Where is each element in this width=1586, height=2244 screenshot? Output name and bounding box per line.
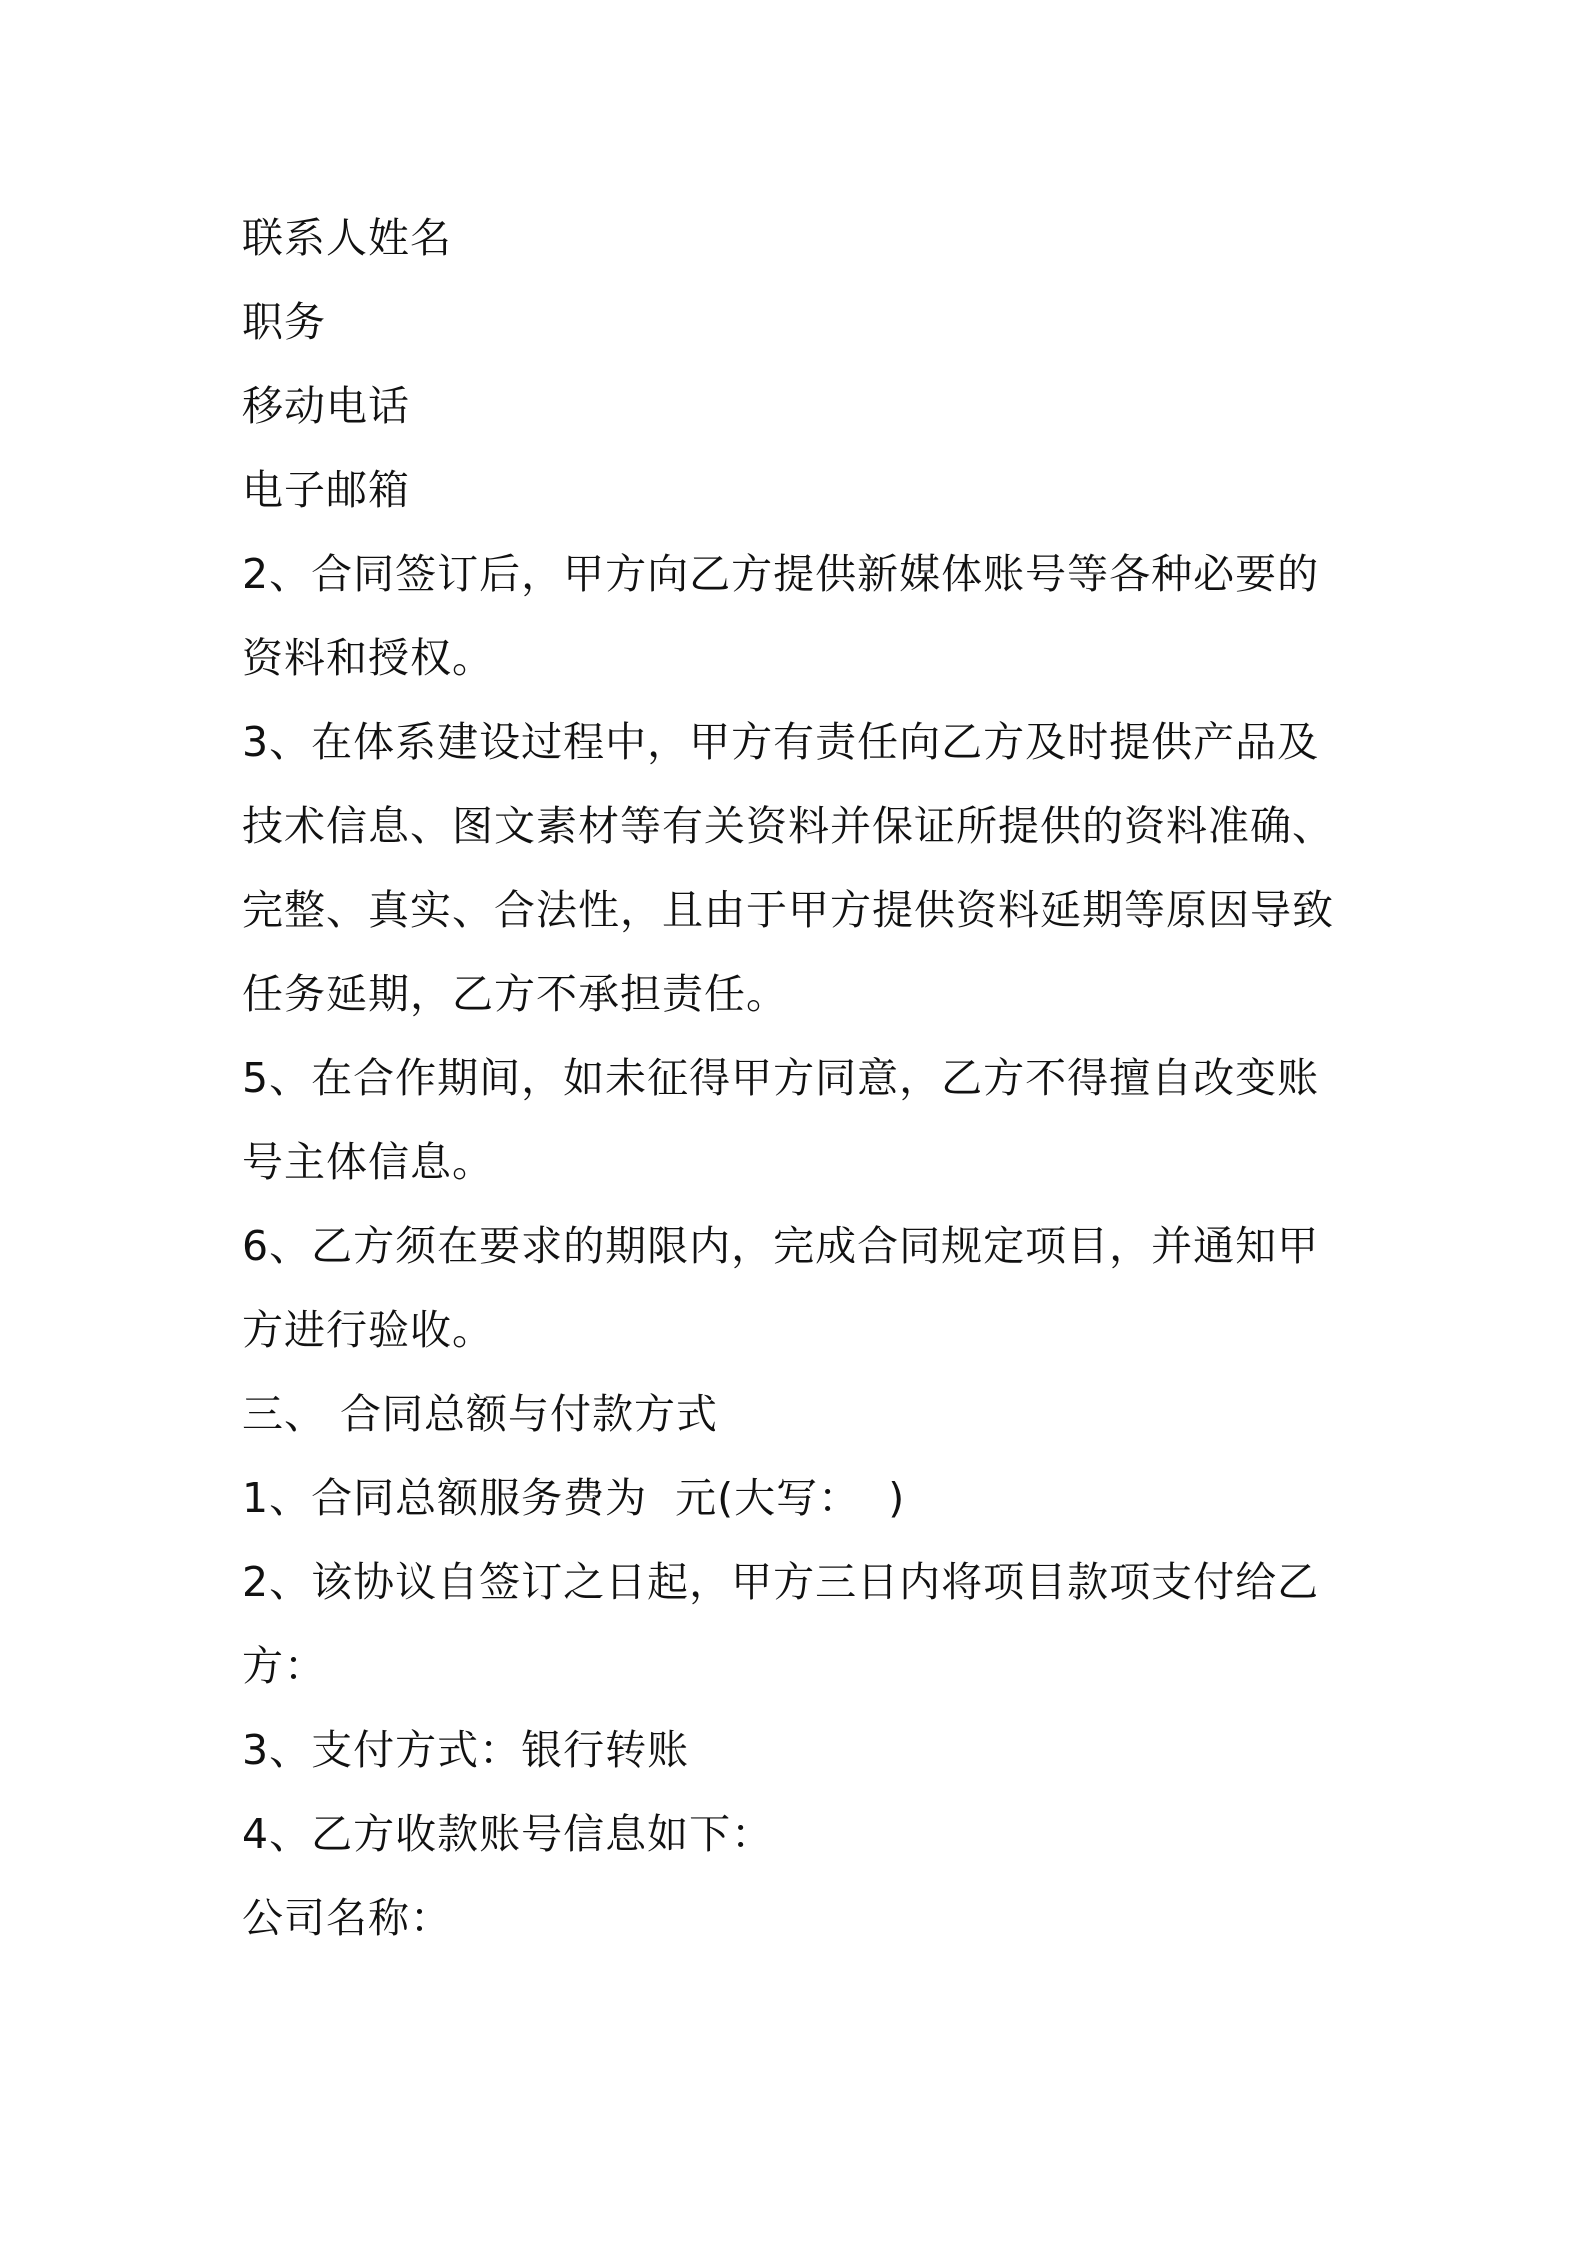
- payment-clause-3: 3、支付方式：银行转账: [242, 1726, 690, 1774]
- clause-2-line-2: 资料和授权。: [242, 634, 494, 682]
- clause-5-line-2: 号主体信息。: [242, 1138, 494, 1186]
- payment-clause-1: 1、合同总额服务费为 元(大写： ): [242, 1474, 906, 1522]
- company-name-label: 公司名称：: [242, 1894, 452, 1942]
- clause-2-line-1: 2、合同签订后，甲方向乙方提供新媒体账号等各种必要的: [242, 550, 1320, 598]
- clause-3-line-2: 技术信息、图文素材等有关资料并保证所提供的资料准确、: [242, 802, 1334, 850]
- payment-clause-4: 4、乙方收款账号信息如下：: [242, 1810, 774, 1858]
- email-label: 电子邮箱: [242, 466, 410, 514]
- contact-name-label: 联系人姓名: [242, 214, 452, 262]
- clause-3-line-1: 3、在体系建设过程中，甲方有责任向乙方及时提供产品及: [242, 718, 1320, 766]
- payment-clause-2-line-1: 2、该协议自签订之日起，甲方三日内将项目款项支付给乙: [242, 1558, 1320, 1606]
- clause-5-line-1: 5、在合作期间，如未征得甲方同意，乙方不得擅自改变账: [242, 1054, 1320, 1102]
- section-3-heading: 三、 合同总额与付款方式: [242, 1390, 719, 1438]
- document-body: [242, 196, 1362, 1960]
- clause-3-line-4: 任务延期，乙方不承担责任。: [242, 970, 788, 1018]
- position-label: 职务: [242, 298, 326, 346]
- clause-6-line-2: 方进行验收。: [242, 1306, 494, 1354]
- mobile-phone-label: 移动电话: [242, 382, 410, 430]
- clause-6-line-1: 6、乙方须在要求的期限内，完成合同规定项目，并通知甲: [242, 1222, 1320, 1270]
- payment-clause-2-line-2: 方：: [242, 1642, 326, 1690]
- clause-3-line-3: 完整、真实、合法性，且由于甲方提供资料延期等原因导致: [242, 886, 1334, 934]
